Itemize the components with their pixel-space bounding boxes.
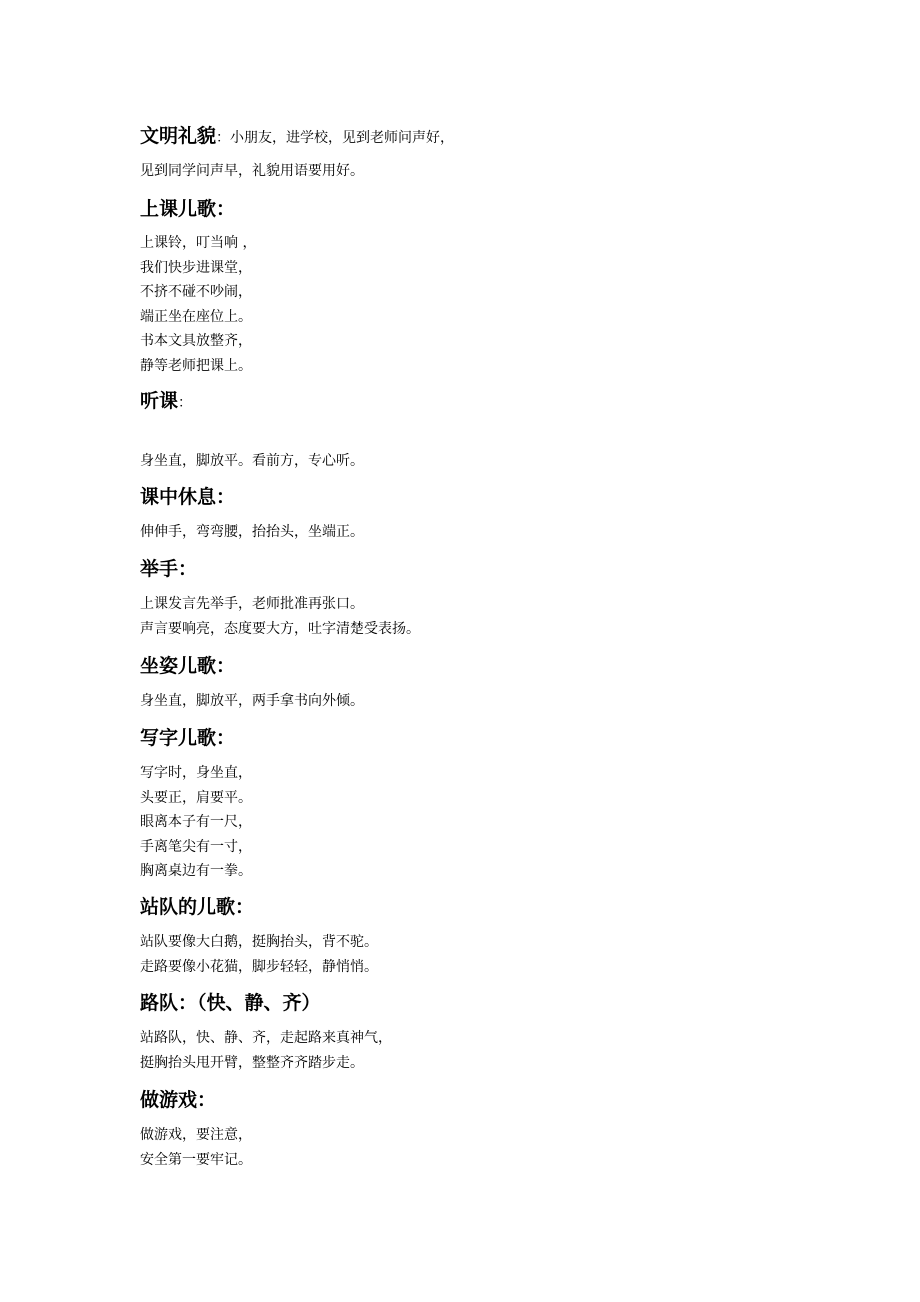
section-title: 课中休息： [140, 486, 236, 508]
section-heading-writing [140, 726, 235, 750]
text-line: 写字时，身坐直， [140, 765, 252, 781]
section-body-courtesy [140, 159, 364, 184]
section-title: 上课儿歌： [140, 198, 236, 220]
section-body-lining-up [140, 930, 378, 979]
text-line: 挺胸抬头甩开臂，整整齐齐踏步走。 [140, 1054, 364, 1071]
section-body-break [140, 520, 364, 545]
section-title-separator: ： [216, 130, 231, 146]
section-title: 做游戏： [140, 1089, 217, 1111]
text-line: 上课发言先举手，老师批准再张口。 [140, 596, 364, 612]
text-line: 安全第一要牢记。 [140, 1151, 252, 1168]
section-heading-raise-hand [140, 557, 197, 581]
text-line: 身坐直，脚放平。看前方，专心听。 [140, 453, 364, 469]
section-title-separator: ： [178, 395, 193, 411]
section-title: 文明礼貌 [140, 125, 217, 147]
section-heading-class-song [140, 197, 235, 221]
section-heading-courtesy [140, 124, 454, 150]
document-page [140, 0, 840, 1302]
section-heading-sitting [140, 654, 235, 678]
text-line: 端正坐在座位上。 [140, 308, 252, 325]
text-line: 伸伸手，弯弯腰，抬抬头，坐端正。 [140, 524, 364, 540]
text-line: 不挤不碰不吵闹， [140, 284, 252, 300]
section-title: 听课 [140, 390, 179, 412]
section-title: 写字儿歌： [140, 727, 236, 749]
section-body-road-team [140, 1026, 392, 1075]
section-title: 举手： [140, 558, 198, 580]
section-body-games [140, 1123, 252, 1172]
text-line: 站队要像大白鹅，挺胸抬头，背不驼。 [140, 934, 378, 950]
section-inline-text: 小朋友，进学校，见到老师问声好， [230, 130, 455, 146]
text-line: 书本文具放整齐， [140, 333, 252, 349]
section-heading-games [140, 1088, 216, 1112]
section-title: 路队：（快、静、齐） [140, 992, 321, 1014]
section-body-raise-hand [140, 592, 420, 641]
text-line: 声言要响亮，态度要大方，吐字清楚受表扬。 [140, 620, 420, 637]
section-body-listening [140, 449, 364, 474]
text-line: 走路要像小花猫，脚步轻轻，静悄悄。 [140, 958, 378, 975]
section-heading-lining-up [140, 895, 254, 919]
section-body-class-song [140, 231, 256, 378]
text-line: 做游戏，要注意， [140, 1127, 252, 1143]
section-title: 站队的儿歌： [140, 896, 255, 918]
text-line: 身坐直，脚放平，两手拿书向外倾。 [140, 693, 364, 709]
text-line: 我们快步进课堂， [140, 259, 252, 276]
section-body-writing [140, 761, 252, 884]
section-title: 坐姿儿歌： [140, 655, 236, 677]
section-heading-break [140, 485, 235, 509]
text-line: 站路队，快、静、齐，走起路来真神气， [140, 1030, 392, 1046]
text-line: 胸离桌边有一拳。 [140, 863, 252, 879]
text-line: 头要正，肩要平。 [140, 789, 252, 806]
text-line: 静等老师把课上。 [140, 357, 252, 374]
text-line: 上课铃，叮当响 ， [140, 235, 257, 251]
section-body-sitting [140, 689, 364, 714]
section-heading-road-team [140, 991, 321, 1015]
text-line: 眼离本子有一尺， [140, 814, 252, 830]
text-line: 见到同学问声早，礼貌用语要用好。 [140, 163, 364, 179]
section-heading-listening [140, 389, 192, 415]
text-line: 手离笔尖有一寸， [140, 838, 252, 855]
